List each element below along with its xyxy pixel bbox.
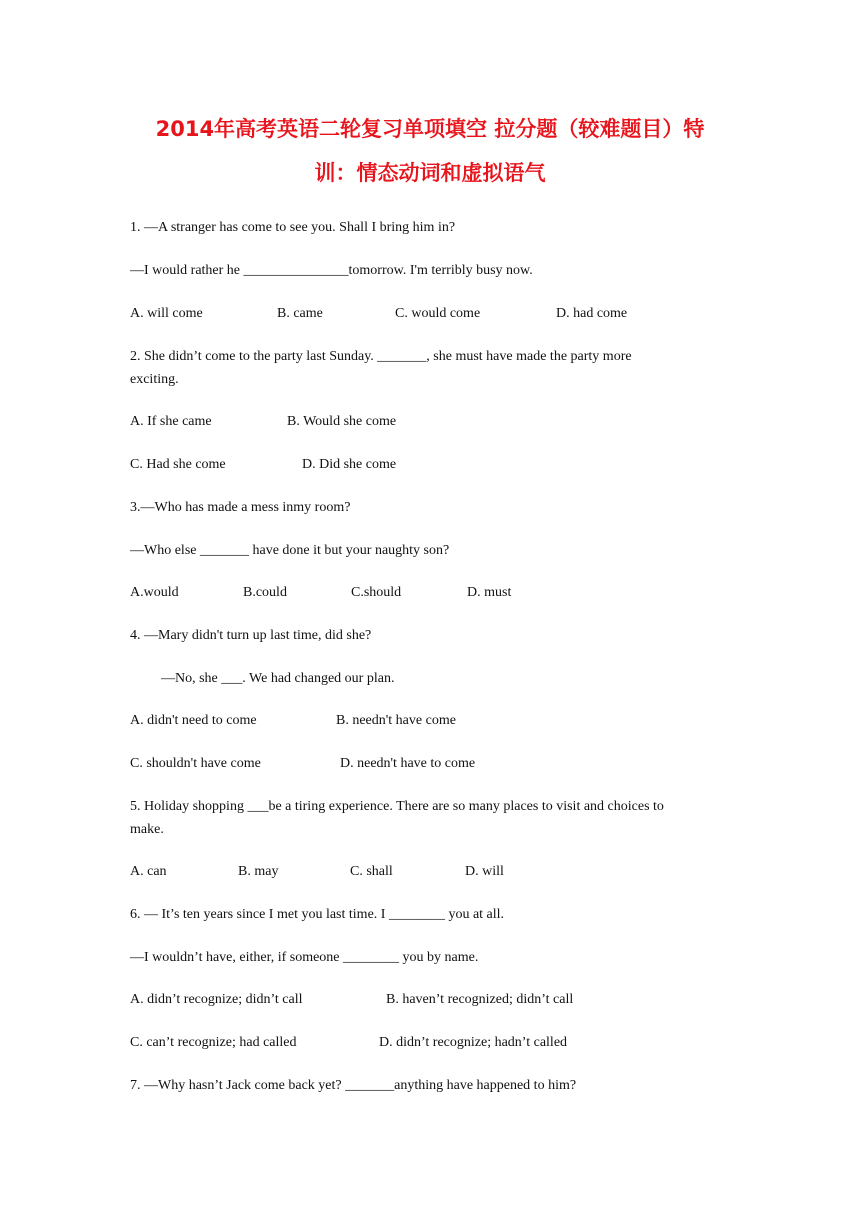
question-7-stem: 7. —Why hasn’t Jack come back yet? _______anything have happened to him? (130, 1078, 577, 1093)
question-3-stem: 3.—Who has made a mess inmy room? (130, 500, 351, 515)
question-4-option-b: B. needn't have come (336, 713, 456, 728)
question-1-stem: 1. —A stranger has come to see you. Shall I bring him in? (130, 220, 456, 235)
question-2-option-a: A. If she came (130, 414, 212, 429)
question-4-option-c: C. shouldn't have come (130, 756, 261, 771)
question-6-option-c: C. can’t recognize; had called (130, 1035, 297, 1050)
question-2-option-b: B. Would she come (287, 414, 397, 429)
question-5-stem: 5. Holiday shopping ___be a tiring experience. There are so many places to visit and choices to (130, 799, 664, 814)
question-6-option-a: A. didn’t recognize; didn’t call (130, 992, 303, 1007)
question-3-option-b: B.could (243, 585, 287, 600)
question-4-option-a: A. didn't need to come (130, 713, 257, 728)
question-1-option-c: C. would come (395, 306, 481, 321)
question-6-option-b: B. haven’t recognized; didn’t call (386, 992, 574, 1007)
question-6-option-d: D. didn’t recognize; hadn’t called (379, 1035, 568, 1050)
question-5-option-d: D. will (465, 864, 504, 879)
question-6-stem: 6. — It’s ten years since I met you last time. I ________ you at all. (130, 907, 505, 922)
question-6-reply: —I wouldn’t have, either, if someone ________ you by name. (130, 950, 479, 965)
question-1-reply: —I would rather he _______________tomorrow. I'm terribly busy now. (130, 263, 533, 278)
document-title-line-1: 2014年高考英语二轮复习单项填空 拉分题（较难题目）特 (155, 117, 705, 141)
question-3-reply: —Who else _______ have done it but your naughty son? (130, 543, 450, 558)
question-2-option-c: C. Had she come (130, 457, 226, 472)
question-4-option-d: D. needn't have to come (340, 756, 476, 771)
question-4-stem: 4. —Mary didn't turn up last time, did she? (130, 628, 372, 643)
question-3-option-c: C.should (351, 585, 402, 600)
question-5-option-b: B. may (238, 864, 279, 879)
question-5-stem-cont: make. (130, 822, 164, 837)
question-1-option-a: A. will come (130, 306, 203, 321)
question-3-option-d: D. must (467, 585, 512, 600)
question-1-option-b: B. came (277, 306, 323, 321)
question-4-reply: —No, she ___. We had changed our plan. (161, 671, 395, 686)
question-3-option-a: A.would (130, 585, 179, 600)
document-title-line-2: 训：情态动词和虚拟语气 (314, 161, 546, 185)
question-5-option-c: C. shall (350, 864, 393, 879)
question-2-option-d: D. Did she come (302, 457, 397, 472)
question-2-stem: 2. She didn’t come to the party last Sunday. _______, she must have made the party more (130, 349, 632, 364)
question-5-option-a: A. can (130, 864, 167, 879)
question-2-stem-cont: exciting. (130, 372, 179, 387)
question-1-option-d: D. had come (556, 306, 628, 321)
